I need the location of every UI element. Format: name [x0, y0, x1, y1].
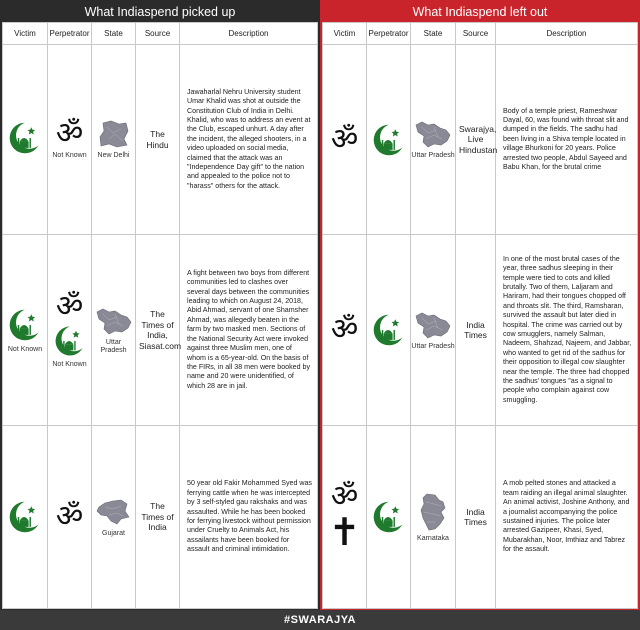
col-source: Source [136, 23, 180, 45]
perpetrator-cell [48, 45, 92, 235]
col-perpetrator: Perpetrator [48, 23, 92, 45]
crescent-mosque-icon [53, 324, 87, 358]
description-cell [496, 426, 638, 609]
cross-icon: ✝ [328, 510, 361, 554]
victim-cell [323, 235, 367, 426]
description-cell [180, 426, 318, 609]
description-text: Jawaharlal Nehru University student Umar Khalid was shot at outside the Constitution Club of India in Delhi. Khalid, who was to address an event at the Club, escaped unhurt. A day after the incident, the alleged shooters, in a video uploaded on social media, claimed that the attack was an "Independence Day gift" to the nation and appealed to the police not to "harass" others for the attack. [187, 87, 311, 190]
victim-cell [3, 235, 48, 426]
om-icon: ॐ [55, 116, 84, 151]
karnataka-map-icon [417, 492, 449, 532]
table-row [323, 235, 638, 426]
crescent-mosque-icon [371, 312, 407, 348]
description-text: A mob pelted stones and attacked a team raiding an illegal animal slaughter. An animal activist, Joshine Anthony, and a journalist accompanying the police sustained injuries. The police later arrested Gazipeer, Khasi, Syed, Mubarakhan, Noor, Imthiaz and Tabrez for the assault. [503, 479, 630, 554]
description-text: 50 year old Fakir Mohammed Syed was ferrying cattle when he was intercepted by 3 self-styled gau rakshaks and was assaulted. While he has been booked for ferrying livestock without permission under Cruelty to Animals Act, his assailants have been booked for assault and criminal intimidation. [187, 479, 312, 554]
table-row [3, 426, 318, 609]
source-text: The Times of India, Siasat.com [139, 309, 182, 351]
right-header: What Indiaspend left out [322, 2, 638, 22]
description-cell [496, 45, 638, 235]
victim-cell [3, 45, 48, 235]
col-victim: Victim [3, 23, 48, 45]
victim-cell [3, 426, 48, 609]
source-text: The Hindu [146, 129, 169, 150]
om-icon: ॐ [330, 121, 359, 157]
victim-cell [323, 45, 367, 235]
col-state: State [92, 23, 136, 45]
description-text: A fight between two boys from different communities led to clashes over several days between the communities leading to which on August 24, 2018, Abid Ahmad, servant of one Shamsher Ahmad, was allegedly beaten in the farm by two masked men. Sections of the National Security Act were invoked against three Muslim men, one of whom is a 65-year-old. On the basis of the FIRs, in all 38 men were booked by name and 20 were unidentified, of which 28 are in jail. [187, 268, 311, 390]
right-column-headers [323, 23, 638, 45]
victim-label: Not Known [7, 345, 43, 353]
source-text: Swarajya, Live Hindustan [459, 123, 498, 155]
description-cell [180, 235, 318, 426]
right-panel [320, 0, 640, 610]
source-cell [456, 45, 496, 235]
footer-hashtag: #SWARAJYA [0, 610, 640, 630]
crescent-mosque-icon [7, 307, 43, 343]
om-icon: ॐ [330, 312, 359, 347]
state-label: Karnataka [417, 534, 449, 542]
col-perpetrator: Perpetrator [367, 23, 411, 45]
perpetrator-cell [367, 426, 411, 609]
left-table [2, 22, 318, 609]
perpetrator-cell [48, 235, 92, 426]
state-label: New Delhi [97, 152, 130, 159]
uttar-pradesh-map-icon [95, 306, 133, 336]
state-label: Uttar Pradesh [100, 338, 127, 354]
crescent-mosque-icon [371, 122, 407, 158]
state-cell [411, 45, 456, 235]
perpetrator-cell [367, 45, 411, 235]
table-row [3, 235, 318, 426]
state-cell [411, 426, 456, 609]
om-icon: ॐ [55, 288, 84, 324]
left-panel [0, 0, 320, 610]
state-cell [92, 235, 136, 426]
col-source: Source [456, 23, 496, 45]
left-column-headers [3, 23, 318, 45]
om-icon: ॐ [330, 479, 359, 514]
source-text: India Times [464, 319, 487, 340]
state-label: Gujarat [102, 529, 125, 537]
col-state: State [411, 23, 456, 45]
description-cell [180, 45, 318, 235]
description-cell [496, 235, 638, 426]
source-cell [136, 426, 180, 609]
description-text: Body of a temple priest, Rameshwar Dayal, 60, was found with throat slit and dumped in the fields. The sadhu had been living in a Shiva temple located in village Bhurkoni for 20 years. Police arrested two people, Abdul Sayeed and Babu Khan, for the brutal crime [503, 106, 629, 172]
table-row [323, 426, 638, 609]
uttar-pradesh-map-icon [414, 119, 452, 149]
perpetrator-label: Not Known [52, 360, 87, 368]
col-description: Description [180, 23, 318, 45]
state-label: Uttar Pradesh [411, 152, 455, 159]
source-cell [136, 45, 180, 235]
state-cell [411, 235, 456, 426]
crescent-mosque-icon [371, 499, 407, 535]
perpetrator-label: Not Known [52, 152, 87, 159]
om-icon: ॐ [55, 499, 84, 534]
source-cell [136, 235, 180, 426]
right-table [322, 22, 638, 609]
col-victim: Victim [323, 23, 367, 45]
victim-cell [323, 426, 367, 609]
source-cell [456, 235, 496, 426]
table-row [323, 45, 638, 235]
source-text: The Times of India [141, 501, 174, 533]
state-cell [92, 45, 136, 235]
gujarat-map-icon [95, 497, 133, 527]
col-description: Description [496, 23, 638, 45]
source-cell [456, 426, 496, 609]
perpetrator-cell [48, 426, 92, 609]
source-text: India Times [464, 506, 487, 527]
state-label: Uttar Pradesh [411, 342, 455, 350]
crescent-mosque-icon [7, 499, 43, 535]
table-row [3, 45, 318, 235]
state-cell [92, 426, 136, 609]
perpetrator-cell [367, 235, 411, 426]
crescent-mosque-icon [7, 120, 43, 156]
description-text: In one of the most brutal cases of the year, three sadhus sleeping in their temple were tied to cots and killed brutally. Two of them, Laljaram and Hariram, had their tongues chopped off and throats slit. The third, Ramsharan, survived the assault but later died in hospital. The crime was carried out by cow smugglers, namely Salman, Nadeem, Shahzad, Najeem, and Jabbar, who wanted to get rid of the sadhus for their opposition to illegal cow slaughter near the temple. The three had chopped the sadhus' tongues "as a signal to people who complain against cow smuggling. [503, 254, 632, 404]
left-header: What Indiaspend picked up [2, 2, 318, 22]
delhi-map-icon [97, 119, 131, 149]
uttar-pradesh-map-icon [414, 310, 452, 340]
